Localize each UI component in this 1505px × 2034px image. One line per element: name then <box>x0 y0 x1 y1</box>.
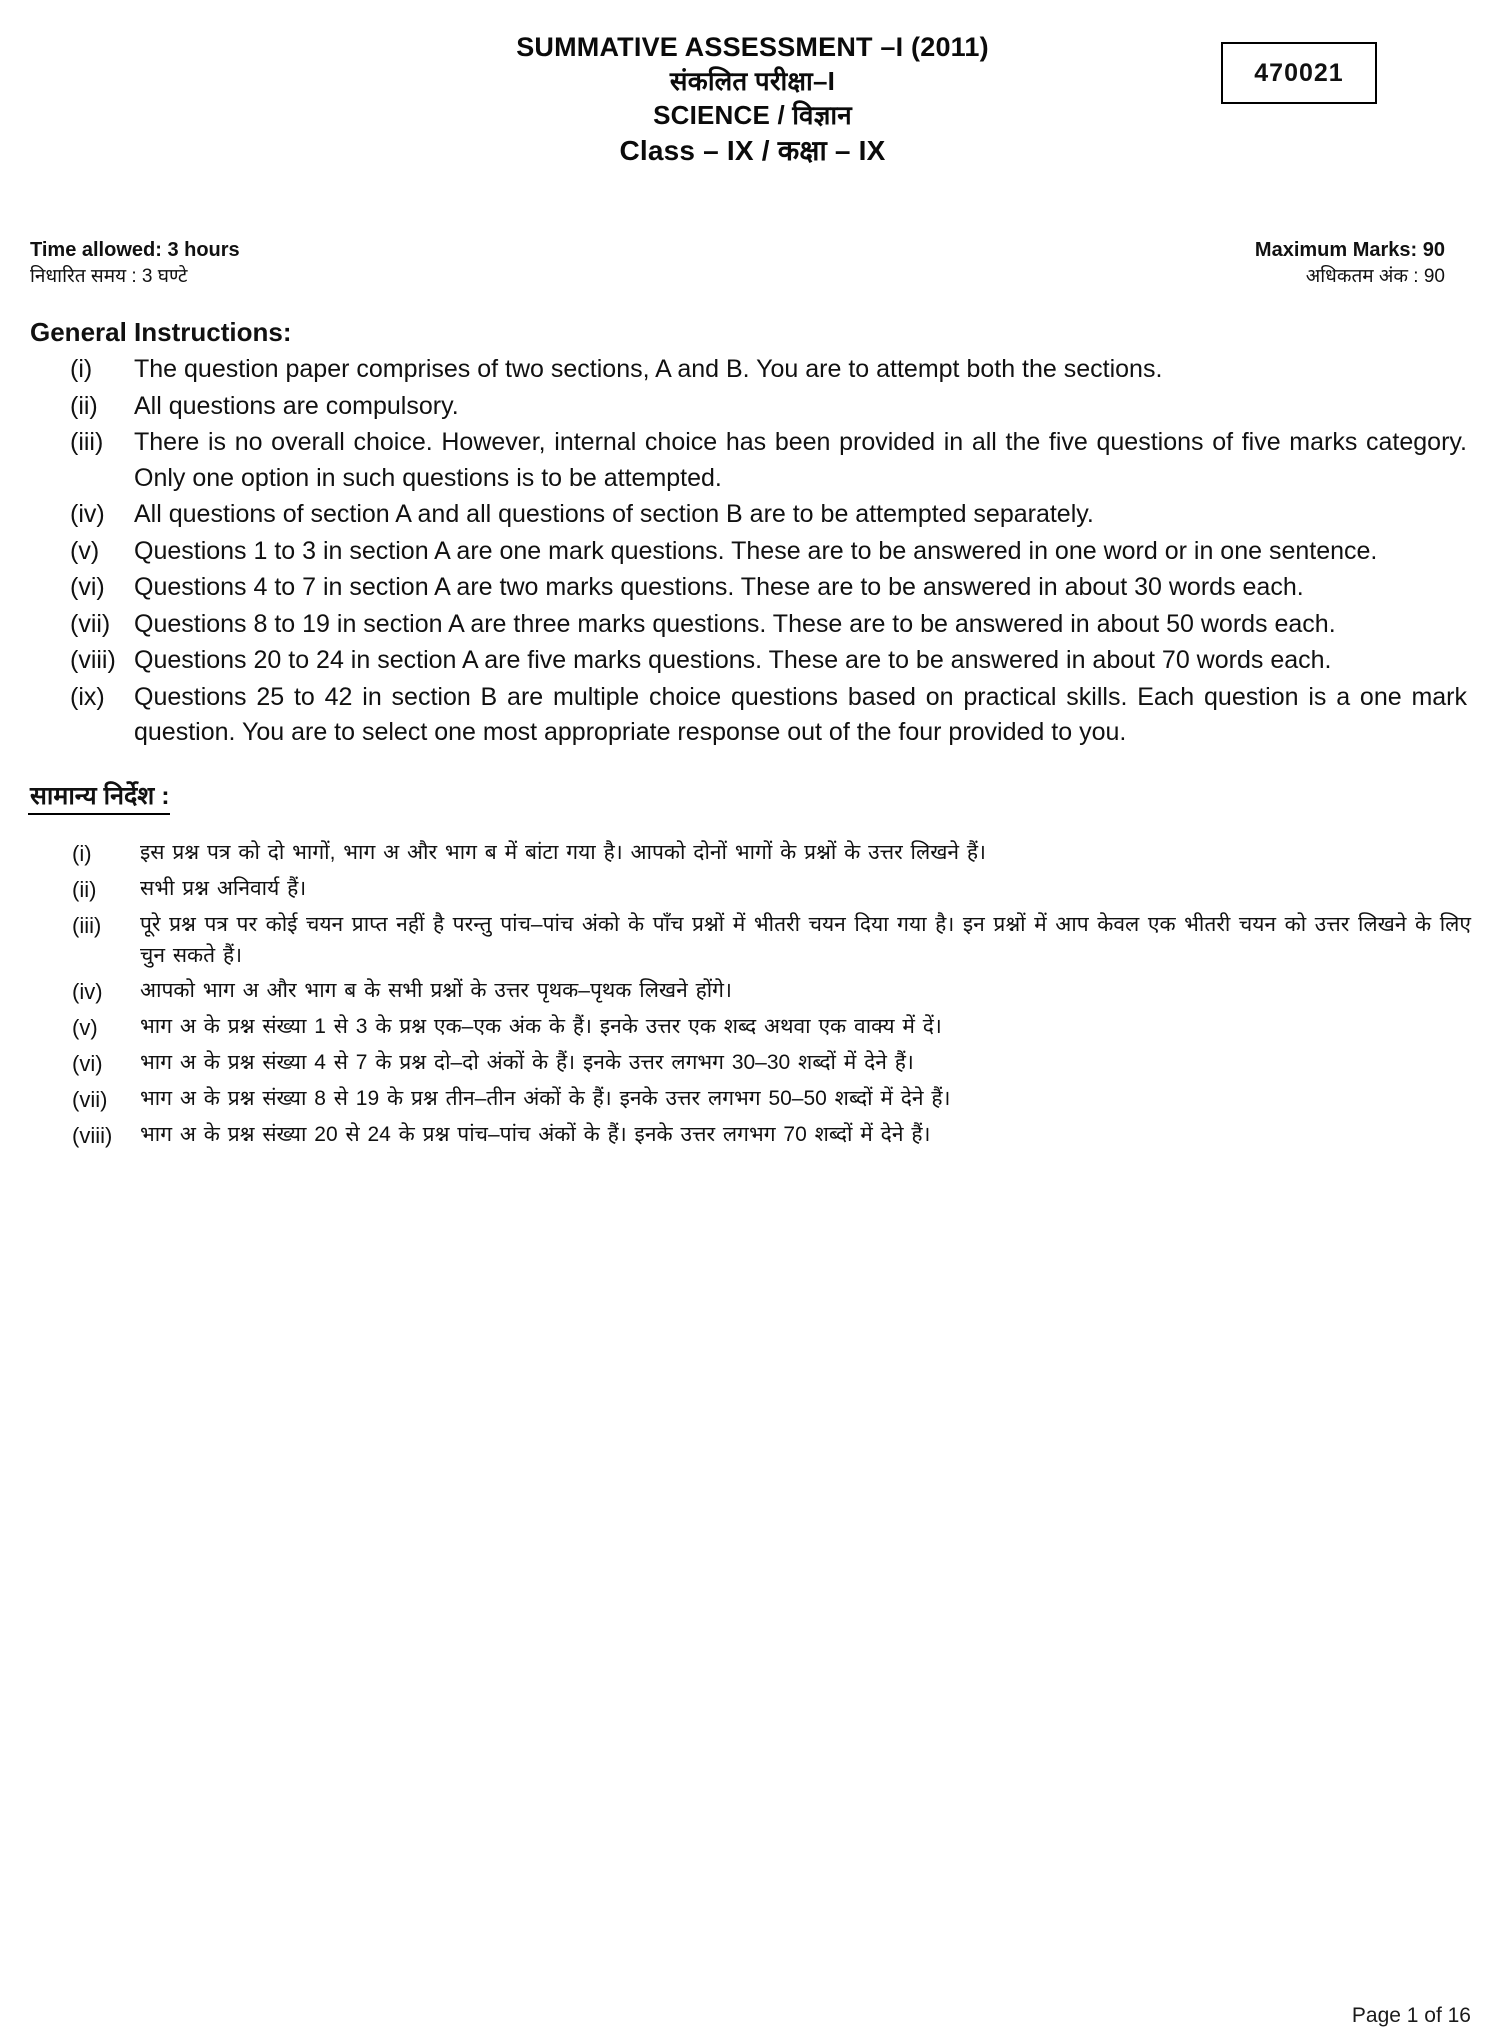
instruction-text: भाग अ के प्रश्न संख्या 1 से 3 के प्रश्न एक–एक अंक के हैं। इनके उत्तर एक शब्द अथवा एक वाक्य में दें। <box>140 1014 942 1038</box>
instruction-item <box>30 534 1477 570</box>
instruction-text: The question paper comprises of two sections, A and B. You are to attempt both the sections. <box>134 355 1163 384</box>
exam-title-hindi: संकलित परीक्षा–I <box>669 66 836 97</box>
instruction-text: आपको भाग अ और भाग ब के सभी प्रश्नों के उत्तर पृथक–पृथक लिखने होंगे। <box>140 978 732 1002</box>
instruction-marker: (vi) <box>70 573 105 602</box>
instruction-item <box>30 607 1477 643</box>
instruction-marker: (i) <box>72 840 92 866</box>
instruction-marker: (iii) <box>72 912 102 938</box>
instruction-item-hindi <box>30 909 1477 972</box>
page-header <box>28 22 1477 218</box>
instruction-marker: (viii) <box>70 646 116 675</box>
exam-title-english: SUMMATIVE ASSESSMENT –I (2011) <box>516 32 989 62</box>
general-instructions-list-english <box>28 352 1477 751</box>
instruction-item <box>30 389 1477 425</box>
instruction-item <box>30 497 1477 533</box>
instruction-text: भाग अ के प्रश्न संख्या 4 से 7 के प्रश्न दो–दो अंकों के हैं। इनके उत्तर लगभग 30–30 शब्दों में देने हैं। <box>140 1050 914 1074</box>
instruction-text: There is no overall choice. However, internal choice has been provided in all the five questions of five marks category. Only one option in such questions is to be attempted. <box>134 428 1467 492</box>
instruction-marker: (vii) <box>72 1086 108 1112</box>
general-instructions-heading: General Instructions: <box>30 317 292 348</box>
instruction-text: भाग अ के प्रश्न संख्या 20 से 24 के प्रश्न पांच–पांच अंकों के हैं। इनके उत्तर लगभग 70 शब्दों में देने हैं। <box>140 1122 931 1146</box>
maximum-marks-block <box>1255 236 1473 291</box>
instruction-marker: (iii) <box>70 428 104 457</box>
paper-code-value: 470021 <box>1254 58 1344 87</box>
general-instructions-heading-hindi: सामान्य निर्देश : <box>28 778 170 815</box>
instruction-item-hindi <box>30 1011 1477 1044</box>
instruction-item <box>30 425 1477 496</box>
time-allowed-hindi: निधारित समय : 3 घण्टे <box>30 266 188 288</box>
instruction-text: Questions 4 to 7 in section A are two marks questions. These are to be answered in about 30 words each. <box>134 573 1304 602</box>
instruction-text: All questions of section A and all questions of section B are to be attempted separately. <box>134 500 1094 529</box>
instruction-text: Questions 1 to 3 in section A are one mark questions. These are to be answered in one word or in one sentence. <box>134 536 1378 565</box>
time-allowed-english: Time allowed: 3 hours <box>30 239 240 261</box>
maximum-marks-english: Maximum Marks: 90 <box>1254 239 1445 261</box>
instruction-marker: (vii) <box>70 609 111 638</box>
instruction-item <box>30 352 1477 388</box>
maximum-marks-hindi: अधिकतम अंक : 90 <box>1305 266 1445 288</box>
instruction-text: इस प्रश्न पत्र को दो भागों, भाग अ और भाग ब में बांटा गया है। आपको दोनों भागों के प्रश्नों के उत्तर लिखने हैं। <box>140 840 987 864</box>
page-footer <box>1352 2004 1471 2028</box>
instruction-marker: (ix) <box>70 682 105 711</box>
instruction-item-hindi <box>30 1047 1477 1080</box>
general-instructions-list-hindi <box>28 837 1477 1152</box>
instruction-item <box>30 570 1477 606</box>
instruction-marker: (viii) <box>72 1122 113 1148</box>
instruction-text: Questions 20 to 24 in section A are five marks questions. These are to be answered in about 70 words each. <box>134 646 1332 675</box>
class-line: Class – IX / कक्षा – IX <box>619 134 886 166</box>
instruction-text: Questions 8 to 19 in section A are three marks questions. These are to be answered in about 50 words each. <box>134 609 1336 638</box>
time-allowed-block <box>30 236 240 291</box>
instruction-item-hindi <box>30 1083 1477 1116</box>
instruction-item-hindi <box>30 873 1477 906</box>
instruction-item-hindi <box>30 1119 1477 1152</box>
instruction-marker: (iv) <box>70 500 105 529</box>
instruction-item-hindi <box>30 975 1477 1008</box>
instruction-item <box>30 643 1477 679</box>
instruction-text: सभी प्रश्न अनिवार्य हैं। <box>140 876 307 900</box>
instruction-marker: (ii) <box>70 391 98 420</box>
instruction-marker: (i) <box>70 355 93 384</box>
instruction-marker: (vi) <box>72 1050 103 1076</box>
instruction-marker: (iv) <box>72 978 103 1004</box>
paper-code-box <box>1221 42 1377 104</box>
instruction-text: Questions 25 to 42 in section B are multiple choice questions based on practical skills. Each question is a one mark question. You are to select one most appropriate response out of the four provided to you. <box>134 682 1467 747</box>
instruction-text: All questions are compulsory. <box>134 391 459 420</box>
exam-meta-row <box>28 236 1477 291</box>
instruction-item <box>30 680 1477 751</box>
instruction-marker: (v) <box>70 536 100 565</box>
instruction-text: भाग अ के प्रश्न संख्या 8 से 19 के प्रश्न तीन–तीन अंकों के हैं। इनके उत्तर लगभग 50–50 शब्दों में देने हैं। <box>140 1086 951 1110</box>
instruction-marker: (ii) <box>72 876 97 902</box>
subject-line: SCIENCE / विज्ञान <box>653 99 852 130</box>
instruction-text: पूरे प्रश्न पत्र पर कोई चयन प्राप्त नहीं है परन्तु पांच–पांच अंको के पॉंच प्रश्नों में भीतरी चयन दिया गया है। इन प्रश्नों में आप केवल एक भीतरी चयन को उत्तर लिखने के लिए चुन सकते हैं। <box>140 912 1471 968</box>
instruction-marker: (v) <box>72 1014 98 1040</box>
page-number-label: Page 1 of 16 <box>1351 2004 1471 2027</box>
instruction-item-hindi <box>30 837 1477 870</box>
